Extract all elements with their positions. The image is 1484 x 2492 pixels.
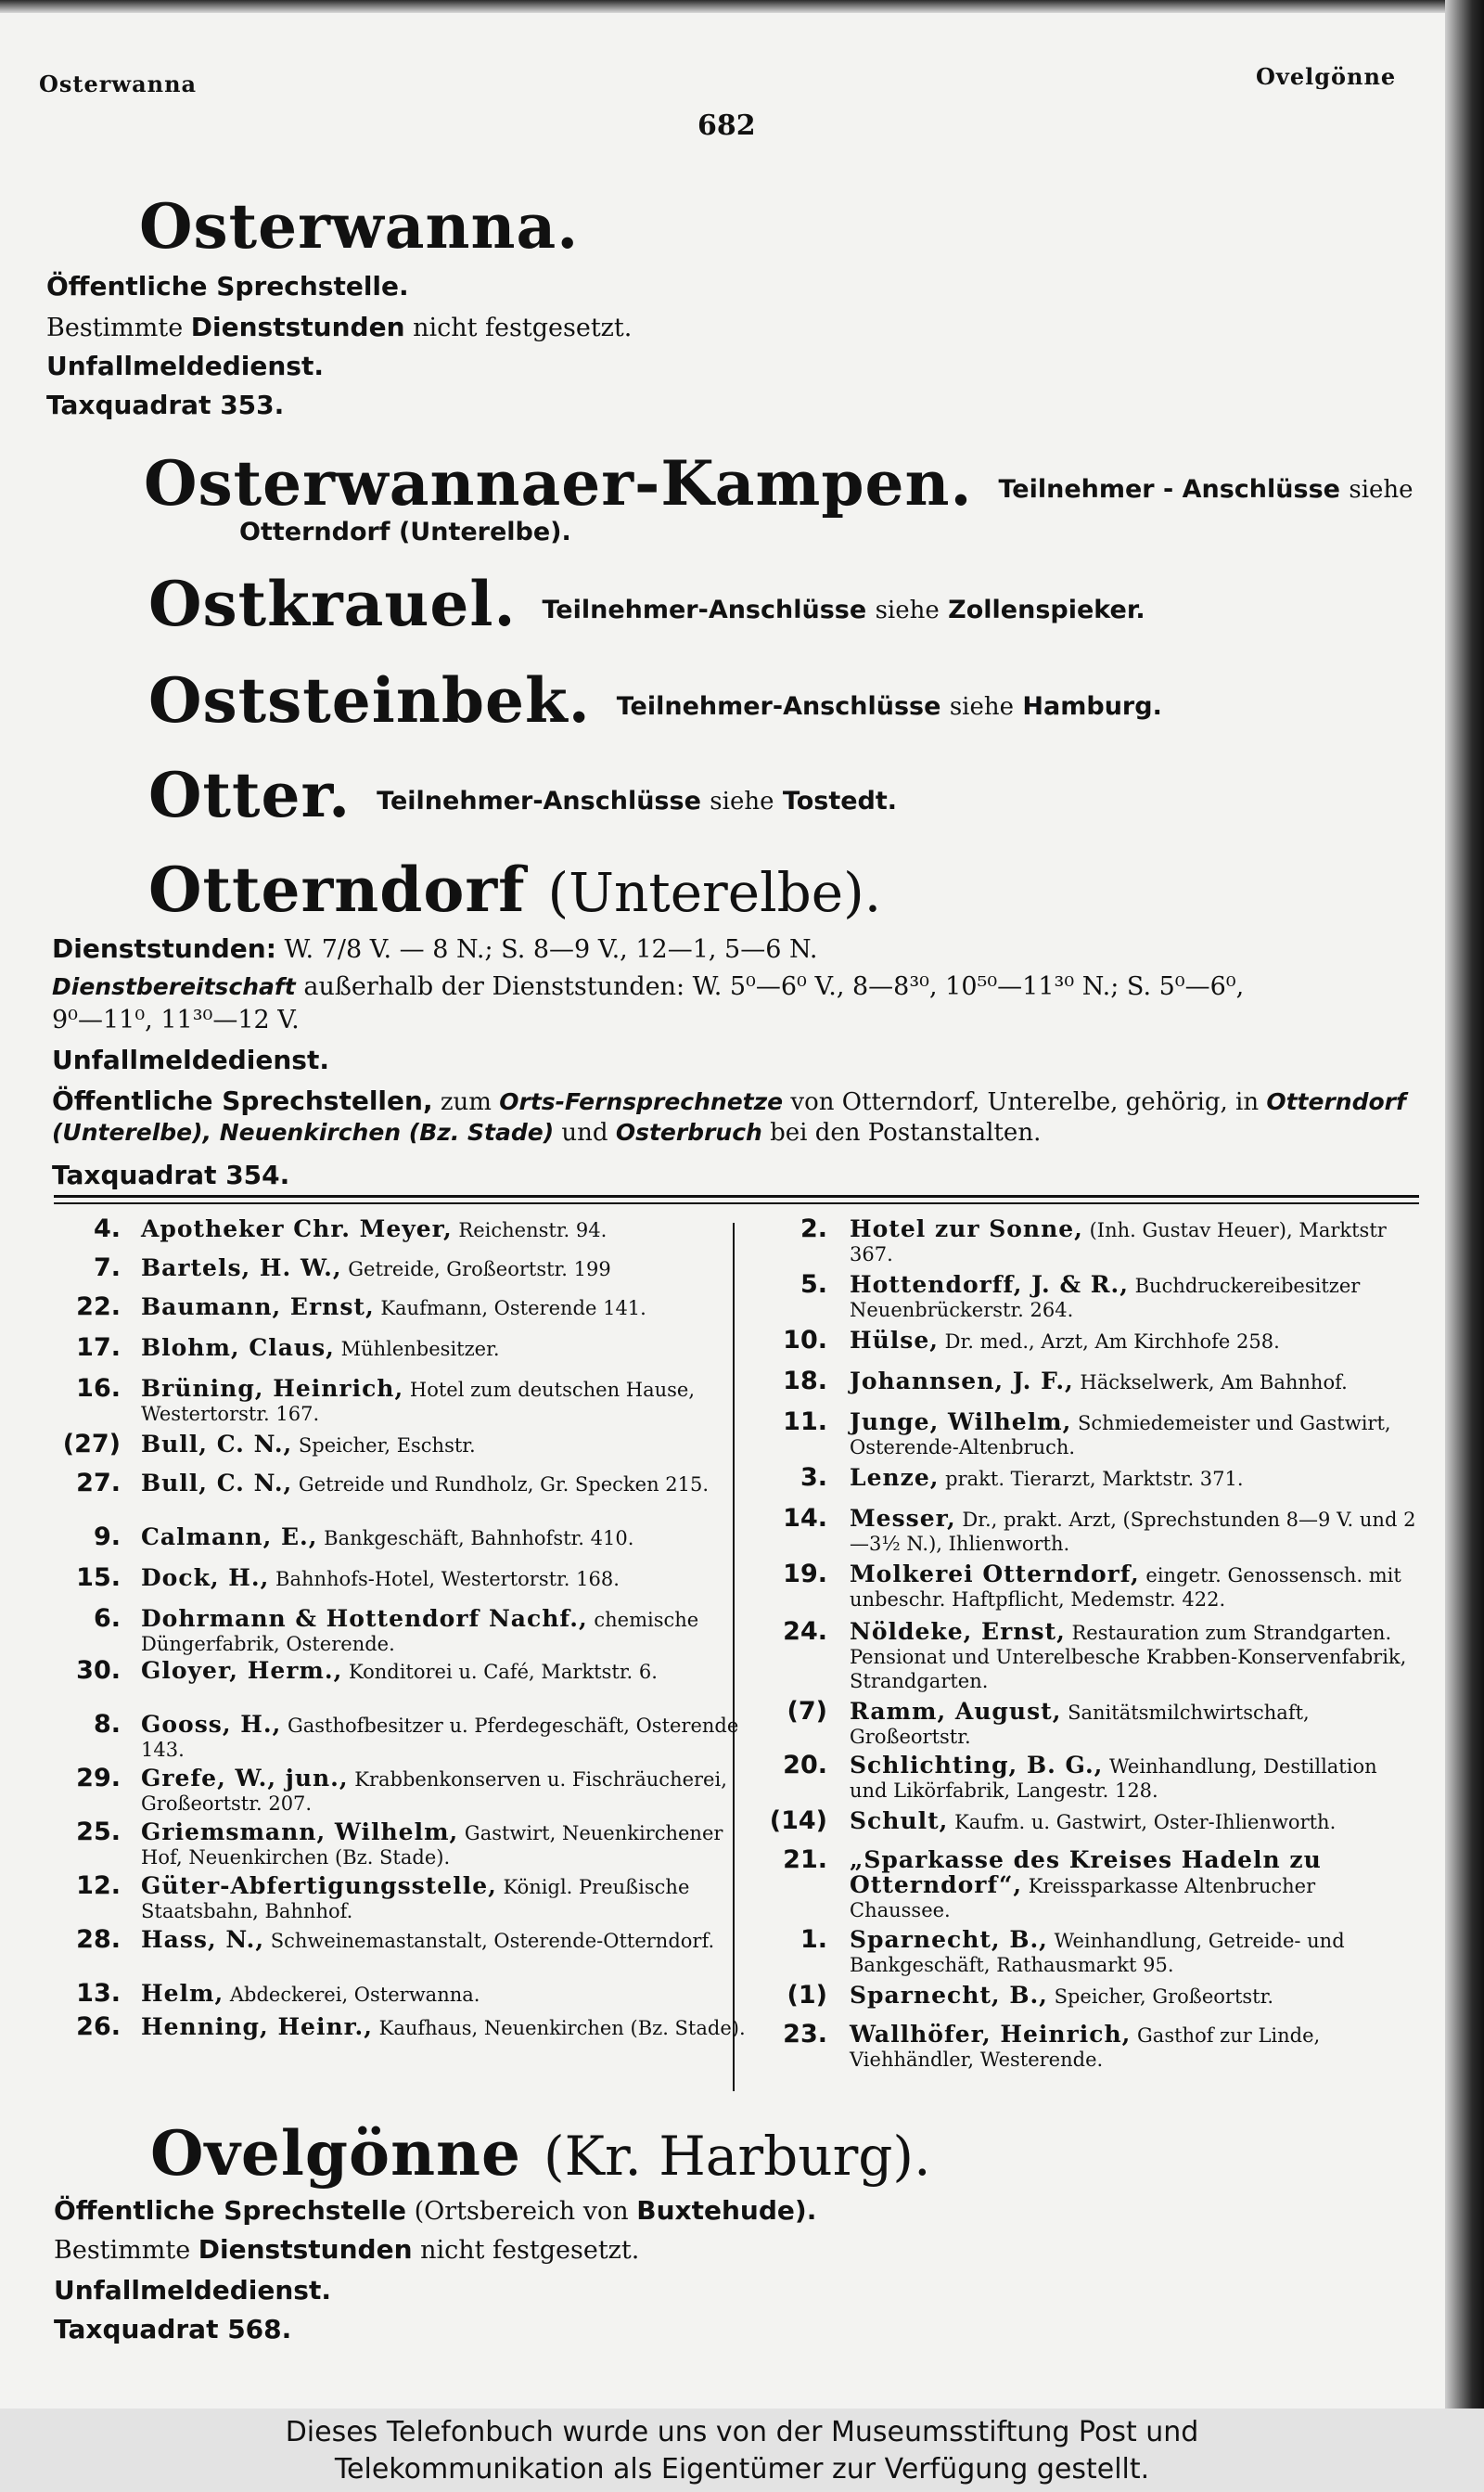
running-head-left: Osterwanna xyxy=(39,71,198,97)
entry-desc: Reichenstr. 94. xyxy=(458,1219,608,1241)
otterndorf-unfall: Unfallmeldedienst. xyxy=(52,1045,329,1075)
entry-name: Henning, Heinr., xyxy=(141,2013,373,2040)
entry-desc: chemische Düngerfabrik, Osterende. xyxy=(141,1609,699,1655)
entry-number: 10. xyxy=(783,1326,827,1355)
entry-name: Molkerei Otterndorf, xyxy=(850,1561,1140,1587)
entry-name: Sparnecht, B., xyxy=(850,1982,1048,2009)
title-text: Otterndorf xyxy=(148,854,526,926)
entry-desc: Abdeckerei, Osterwanna. xyxy=(229,1984,480,2006)
label: Dienstbereitschaft xyxy=(52,973,296,1000)
list-item xyxy=(759,1925,1426,1984)
entry-desc: Sanitätsmilchwirtschaft, Großeortstr. xyxy=(850,1702,1310,1748)
entry-number: 30. xyxy=(76,1656,121,1685)
ostkrauel-ref xyxy=(542,596,1145,624)
entry-desc: Buchdruckereibesitzer Neuenbrückerstr. 264. xyxy=(850,1275,1361,1321)
entry-desc: Getreide und Rundholz, Gr. Specken 215. xyxy=(298,1473,710,1496)
entry-desc: Königl. Preußische Staatsbahn, Bahnhof. xyxy=(141,1876,690,1922)
list-item xyxy=(52,2012,746,2069)
text: nicht festgesetzt. xyxy=(420,2236,640,2265)
label: Dienststunden: xyxy=(52,933,276,964)
list-item xyxy=(759,1214,1426,1273)
entry-name: Wallhöfer, Heinrich, xyxy=(850,2021,1132,2048)
entry-number: 7. xyxy=(93,1253,121,1282)
entry-number: 18. xyxy=(783,1367,827,1395)
text: (Ortsbereich von xyxy=(414,2197,629,2226)
entry-name: Hülse, xyxy=(850,1327,939,1354)
list-item xyxy=(759,2020,1426,2076)
entry-name: Baumann, Ernst, xyxy=(141,1293,375,1320)
entry-number: 3. xyxy=(800,1463,827,1492)
entry-name: Bartels, H. W., xyxy=(141,1254,342,1281)
list-item xyxy=(759,1806,1426,1848)
text: Teilnehmer - Anschlüsse xyxy=(998,474,1340,504)
otterndorf-taxquadrat: Taxquadrat 354. xyxy=(52,1160,290,1190)
entry-number: 6. xyxy=(93,1604,121,1633)
entry-number: 17. xyxy=(76,1333,121,1362)
entry-desc: Kaufhaus, Neuenkirchen (Bz. Stade). xyxy=(378,2017,746,2039)
footer-line-1: Dieses Telefonbuch wurde uns von der Museumsstiftung Post und xyxy=(285,2416,1199,2448)
entry-desc: Kaufmann, Osterende 141. xyxy=(380,1297,646,1319)
osterwanna-unfall: Unfallmeldedienst. xyxy=(46,351,324,381)
text: Zollenspieker. xyxy=(948,595,1145,624)
osterwanna-dienststunden xyxy=(46,312,632,342)
entry-desc: Getreide, Großeortstr. 199 xyxy=(348,1258,611,1280)
osterwanna-sprechstelle: Öffentliche Sprechstelle. xyxy=(46,271,409,302)
entry-desc: Restauration zum Strandgarten. Pensionat und Unterelbesche Krabben-Konservenfabrik, Strandgarten. xyxy=(850,1622,1407,1692)
entry-number: 1. xyxy=(800,1925,827,1954)
entry-desc: Mühlenbesitzer. xyxy=(340,1338,500,1360)
text: nicht festgesetzt. xyxy=(413,314,633,342)
entry-number: 25. xyxy=(76,1818,121,1846)
list-item xyxy=(759,1369,1426,1410)
place-title-oststeinbek xyxy=(148,664,1162,737)
kampen-ref xyxy=(998,475,1413,504)
page-number: 682 xyxy=(697,109,756,142)
text: von Otterndorf, Unterelbe, gehörig, in xyxy=(790,1088,1260,1116)
kampen-ref-target: Otterndorf (Unterelbe). xyxy=(239,518,571,546)
list-item xyxy=(759,1407,1426,1466)
entry-name: „Sparkasse des Kreises Hadeln zu Otterndorf“, xyxy=(850,1846,1322,1898)
entry-name: Bull, C. N., xyxy=(141,1431,293,1458)
title-text: Ovelgönne xyxy=(150,2117,522,2190)
entry-number: 29. xyxy=(76,1764,121,1792)
entry-number: 14. xyxy=(783,1504,827,1533)
entry-number: 12. xyxy=(76,1871,121,1900)
list-item xyxy=(759,1463,1426,1507)
text: Osterbruch xyxy=(615,1119,762,1146)
otterndorf-bereitschaft xyxy=(52,972,1244,1001)
ovelgoenne-unfall: Unfallmeldedienst. xyxy=(54,2275,331,2306)
entry-desc: prakt. Tierarzt, Marktstr. 371. xyxy=(945,1468,1244,1490)
text: Tostedt. xyxy=(782,786,898,816)
place-title-otter xyxy=(148,759,897,831)
list-item xyxy=(52,1432,720,1471)
entry-number: 20. xyxy=(783,1751,827,1779)
entry-name: Schult, xyxy=(850,1807,949,1834)
entry-desc: Weinhandlung, Getreide- und Bankgeschäft, Rathausmarkt 95. xyxy=(850,1930,1345,1976)
entry-name: Messer, xyxy=(850,1505,956,1532)
list-item xyxy=(52,1604,720,1659)
title-sub: (Unterelbe). xyxy=(547,861,882,924)
text: zum xyxy=(440,1088,492,1116)
list-item xyxy=(52,1656,720,1713)
entry-desc: Speicher, Großeortstr. xyxy=(1054,1985,1274,2008)
otterndorf-sprechstellen xyxy=(52,1085,1406,1116)
entry-desc: Speicher, Eschstr. xyxy=(298,1434,476,1457)
otterndorf-sprechstellen-2 xyxy=(52,1119,1041,1147)
entry-number: 13. xyxy=(76,1979,121,2008)
list-item xyxy=(52,1471,720,1525)
ovelgoenne-taxquadrat: Taxquadrat 568. xyxy=(54,2314,292,2344)
text: und xyxy=(561,1119,608,1147)
text: siehe xyxy=(1349,475,1414,504)
osterwanna-taxquadrat: Taxquadrat 353. xyxy=(46,390,285,420)
entry-name: Schlichting, B. G., xyxy=(850,1752,1104,1779)
entry-name: Hass, N., xyxy=(141,1926,265,1953)
list-item xyxy=(52,1333,720,1377)
entry-number: (1) xyxy=(787,1981,827,2010)
entry-name: Junge, Wilhelm, xyxy=(850,1408,1072,1435)
list-item xyxy=(52,1818,723,1874)
list-item xyxy=(759,1326,1426,1369)
entry-name: Helm, xyxy=(141,1980,224,2007)
entry-number: 22. xyxy=(76,1292,121,1321)
entry-number: 26. xyxy=(76,2012,121,2041)
entry-number: (14) xyxy=(769,1806,827,1835)
list-item xyxy=(759,1753,1426,1809)
entry-name: Lenze, xyxy=(850,1464,940,1491)
entry-number: (27) xyxy=(62,1430,121,1458)
list-item xyxy=(52,1710,739,1766)
text: siehe xyxy=(710,787,774,816)
list-item xyxy=(759,1697,1426,1753)
entry-number: 15. xyxy=(76,1563,121,1592)
entry-desc: Weinhandlung, Destillation und Likörfabrik, Langestr. 128. xyxy=(850,1755,1377,1802)
entry-desc: Gasthof zur Linde, Viehhändler, Westerende. xyxy=(850,2024,1321,2071)
text: (Unterelbe), Neuenkirchen (Bz. Stade) xyxy=(52,1119,555,1146)
ovelgoenne-dienststunden xyxy=(54,2234,639,2265)
entry-desc: Bankgeschäft, Bahnhofstr. 410. xyxy=(324,1527,634,1549)
title-text: Ostkrauel. xyxy=(148,568,517,640)
entry-number: 21. xyxy=(783,1845,827,1874)
text: Teilnehmer-Anschlüsse xyxy=(616,691,941,721)
entry-number: (7) xyxy=(787,1697,827,1726)
text: bei den Postanstalten. xyxy=(770,1119,1042,1147)
entry-name: Dock, H., xyxy=(141,1564,270,1591)
provenance-footer xyxy=(0,2409,1484,2492)
list-item xyxy=(52,1292,720,1336)
footer-line-2: Telekommunikation als Eigentümer zur Verfügung gestellt. xyxy=(334,2453,1150,2486)
list-item xyxy=(52,1374,720,1432)
place-title-ostkrauel xyxy=(148,568,1145,640)
list-item xyxy=(759,1504,1426,1562)
entry-desc: Dr., prakt. Arzt, (Sprechstunden 8—9 V. und 2—3½ N.), Ihlienworth. xyxy=(850,1509,1416,1555)
entry-name: Bull, C. N., xyxy=(141,1470,293,1496)
entry-number: 9. xyxy=(93,1522,121,1551)
entry-number: 11. xyxy=(783,1407,827,1436)
text: Teilnehmer-Anschlüsse xyxy=(542,595,867,624)
text: Dienststunden xyxy=(190,312,405,342)
entry-name: Blohm, Claus, xyxy=(141,1334,335,1361)
entry-name: Brüning, Heinrich, xyxy=(141,1375,404,1402)
text: Otterndorf xyxy=(1266,1088,1406,1115)
entry-name: Güter-Abfertigungsstelle, xyxy=(141,1872,497,1899)
place-title-kampen xyxy=(144,447,1414,520)
entry-name: Hottendorff, J. & R., xyxy=(850,1271,1129,1298)
entry-number: 23. xyxy=(783,2020,827,2049)
entry-desc: Kaufm. u. Gastwirt, Oster-Ihlienworth. xyxy=(954,1811,1337,1833)
entry-desc: Schmiedemeister und Gastwirt, Osterende-Altenbruch. xyxy=(850,1412,1391,1458)
list-item xyxy=(52,1253,720,1295)
entry-name: Apotheker Chr. Meyer, xyxy=(141,1215,453,1242)
entry-desc: Hotel zum deutschen Hause, Westertorstr. 167. xyxy=(141,1379,696,1425)
entry-desc: (Inh. Gustav Heuer), Marktstr 367. xyxy=(850,1219,1387,1265)
list-item xyxy=(52,1925,720,1982)
entry-desc: Dr. med., Arzt, Am Kirchhofe 258. xyxy=(944,1330,1280,1353)
list-item xyxy=(759,1617,1426,1700)
running-head-right: Ovelgönne xyxy=(1256,63,1397,90)
otterndorf-dienststunden xyxy=(52,933,817,964)
oststeinbek-ref xyxy=(617,692,1162,721)
list-item xyxy=(759,1270,1426,1329)
entry-number: 8. xyxy=(93,1710,121,1739)
list-item xyxy=(759,1562,1426,1620)
entry-name: Dohrmann & Hottendorf Nachf., xyxy=(141,1605,588,1632)
list-item xyxy=(759,1845,1426,1928)
entry-number: 19. xyxy=(783,1560,827,1588)
list-item xyxy=(52,1563,720,1607)
otter-ref xyxy=(377,787,897,816)
entry-desc: Bahnhofs-Hotel, Westertorstr. 168. xyxy=(275,1568,620,1590)
list-item xyxy=(52,1871,720,1928)
entry-name: Griemsmann, Wilhelm, xyxy=(141,1818,459,1845)
otterndorf-bereitschaft-2: 9⁰—11⁰, 11³⁰—12 V. xyxy=(52,1006,300,1034)
title-text: Oststeinbek. xyxy=(148,664,591,737)
entry-name: Nöldeke, Ernst, xyxy=(850,1618,1066,1645)
entry-name: Gooss, H., xyxy=(141,1711,282,1738)
title-sub: (Kr. Harburg). xyxy=(544,2125,931,2188)
entry-number: 16. xyxy=(76,1374,121,1403)
text: Buxtehude). xyxy=(636,2195,817,2226)
entry-desc: Kreissparkasse Altenbrucher Chaussee. xyxy=(850,1875,1316,1921)
list-item xyxy=(52,1764,727,1820)
entry-number: 5. xyxy=(800,1270,827,1299)
text: W. 7/8 V. — 8 N.; S. 8—9 V., 12—1, 5—6 N. xyxy=(284,935,818,964)
place-title-osterwanna: Osterwanna. xyxy=(139,190,580,263)
text: Bestimmte xyxy=(54,2236,191,2265)
entry-desc: Konditorei u. Café, Marktstr. 6. xyxy=(348,1661,658,1683)
entry-number: 24. xyxy=(783,1617,827,1646)
list-item xyxy=(52,1522,720,1566)
list-item xyxy=(52,1214,720,1256)
divider-rule xyxy=(54,1195,1419,1198)
entry-desc: Krabbenkonserven u. Fischräucherei, Großeortstr. 207. xyxy=(141,1768,727,1815)
entry-desc: Schweinemastanstalt, Osterende-Otterndorf. xyxy=(270,1930,715,1952)
entry-name: Calmann, E., xyxy=(141,1523,318,1550)
entry-number: 27. xyxy=(76,1469,121,1497)
text: Öffentliche Sprechstelle xyxy=(54,2195,407,2226)
entry-number: 4. xyxy=(93,1214,121,1243)
list-item xyxy=(52,1979,720,2015)
text: Hamburg. xyxy=(1022,691,1162,721)
label: Öffentliche Sprechstellen, xyxy=(52,1085,433,1116)
title-text: Otter. xyxy=(148,759,352,831)
text: außerhalb der Dienststunden: W. 5⁰—6⁰ V., 8—8³⁰, 10⁵⁰—11³⁰ N.; S. 5⁰—6⁰, xyxy=(303,972,1245,1001)
text: Teilnehmer-Anschlüsse xyxy=(377,786,701,816)
entry-desc: Gastwirt, Neuenkirchener Hof, Neuenkirchen (Bz. Stade). xyxy=(141,1822,723,1869)
entry-number: 2. xyxy=(800,1214,827,1243)
title-text: Osterwannaer-Kampen. xyxy=(144,447,973,520)
entry-name: Grefe, W., jun., xyxy=(141,1765,349,1792)
entry-desc: Häckselwerk, Am Bahnhof. xyxy=(1080,1371,1348,1394)
list-item xyxy=(759,1981,1426,2023)
entry-name: Gloyer, Herm., xyxy=(141,1657,343,1684)
subscriber-list-right xyxy=(759,1214,1426,2076)
text: Dienststunden xyxy=(198,2234,413,2265)
entry-name: Sparnecht, B., xyxy=(850,1926,1048,1953)
subscriber-list-left xyxy=(52,1214,746,2069)
entry-name: Hotel zur Sonne, xyxy=(850,1215,1083,1242)
text: Bestimmte xyxy=(46,314,184,342)
entry-desc: Gasthofbesitzer u. Pferdegeschäft, Osterende 143. xyxy=(141,1715,739,1761)
entry-name: Ramm, August, xyxy=(850,1698,1062,1725)
place-title-ovelgoenne xyxy=(150,2117,931,2190)
divider-rule xyxy=(54,1202,1419,1204)
text: Orts-Fernsprechnetze xyxy=(499,1088,784,1115)
text: siehe xyxy=(875,596,940,624)
text: siehe xyxy=(949,692,1015,721)
place-title-otterndorf xyxy=(148,854,881,926)
entry-desc: eingetr. Genossensch. mit unbeschr. Haftpflicht, Medemstr. 422. xyxy=(850,1564,1401,1611)
entry-name: Johannsen, J. F., xyxy=(850,1368,1074,1394)
entry-number: 28. xyxy=(76,1925,121,1954)
ovelgoenne-sprechstelle xyxy=(54,2195,816,2226)
